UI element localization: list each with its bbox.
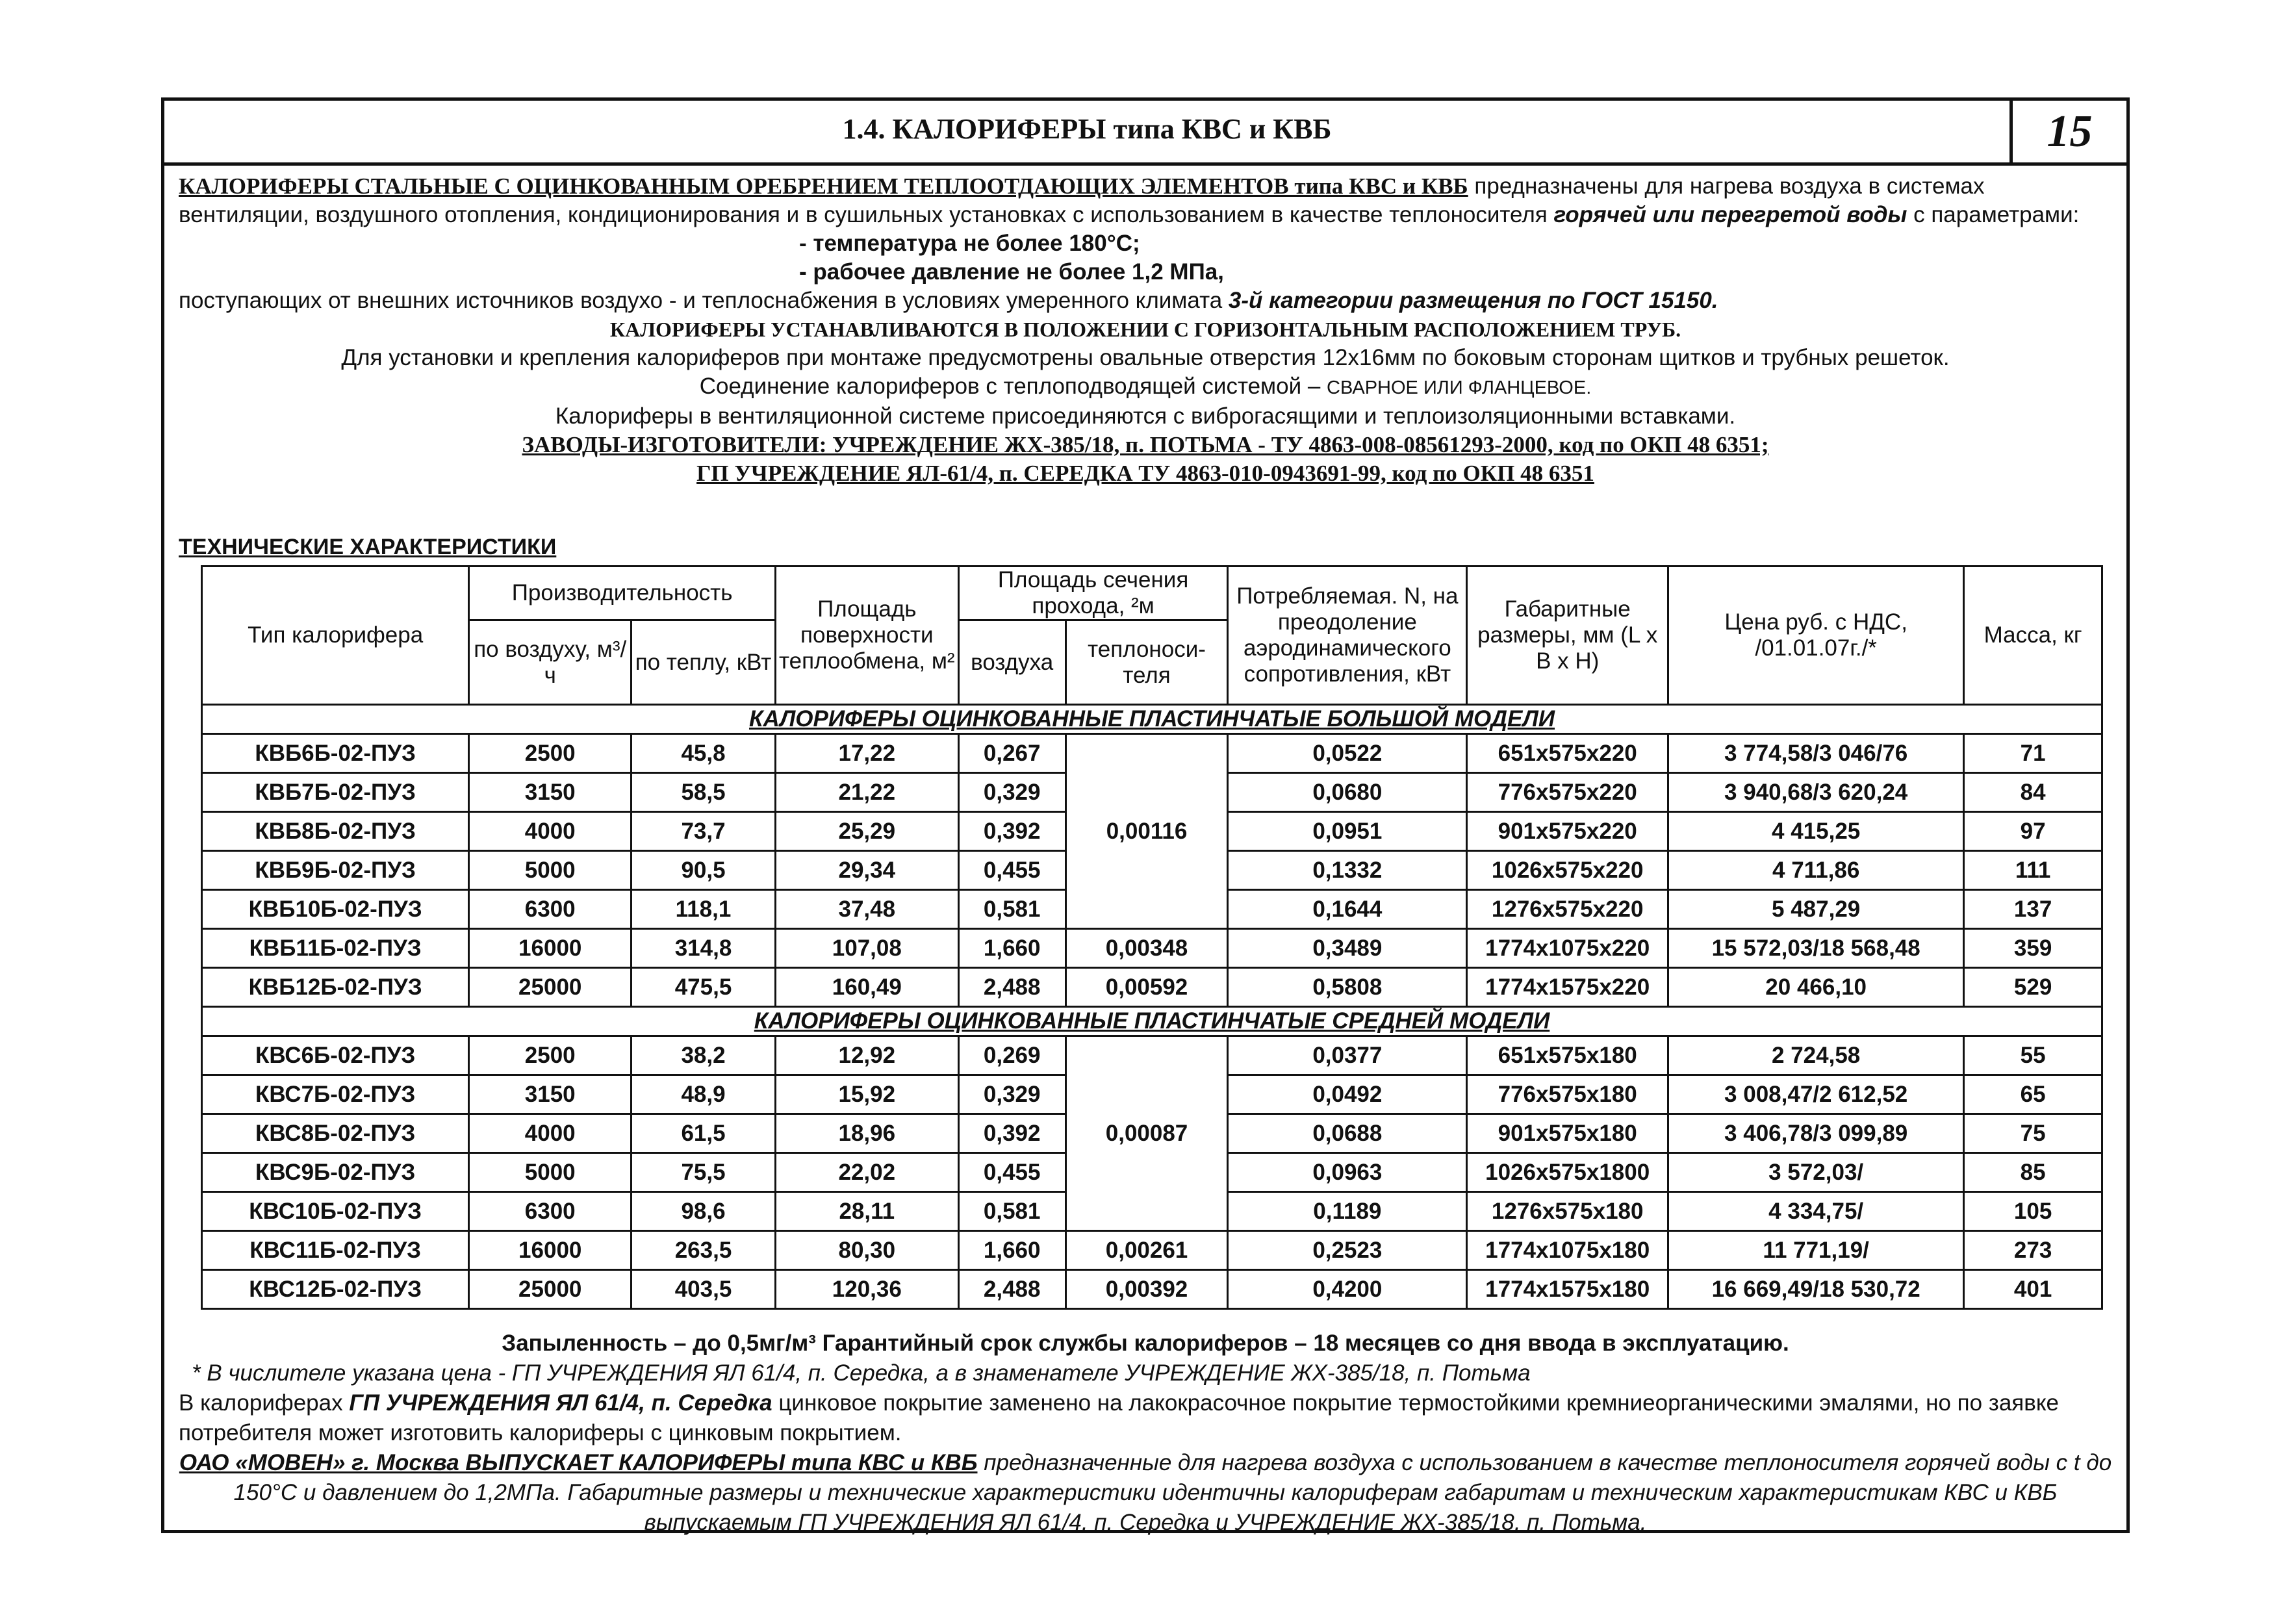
intro-lead-end: с параметрами: — [1907, 202, 2080, 227]
cell-price: 15 572,03/18 568,48 — [1668, 929, 1964, 968]
cell-price: 2 724,58 — [1668, 1036, 1964, 1075]
header-capacity: Производительность — [469, 566, 776, 620]
header-power: Потребляемая. N, на преодоление аэродинамического сопротивления, кВт — [1228, 566, 1467, 705]
cell-sect: 0,267 — [958, 734, 1065, 773]
table-row — [202, 968, 2102, 1007]
cell-pow: 0,2523 — [1228, 1231, 1467, 1270]
title-row — [164, 101, 2126, 166]
cell-surf: 120,36 — [775, 1270, 958, 1309]
cell-pow: 0,0377 — [1228, 1036, 1467, 1075]
intro-text — [179, 172, 2112, 488]
cell-pow: 0,1644 — [1228, 890, 1467, 929]
cell-type: КВБ12Б-02-ПУЗ — [202, 968, 469, 1007]
makers-line-2: ГП УЧРЕЖДЕНИЕ ЯЛ-61/4, п. СЕРЕДКА ТУ 4863-010-0943691-99, код по ОКП 48 6351 — [696, 461, 1594, 486]
cell-surf: 15,92 — [775, 1075, 958, 1114]
cell-air: 2500 — [469, 1036, 631, 1075]
cell-dims: 651x575x220 — [1467, 734, 1668, 773]
cell-dims: 1774x1075x220 — [1467, 929, 1668, 968]
cell-coolant: 0,00592 — [1065, 968, 1228, 1007]
cell-heat: 263,5 — [631, 1231, 776, 1270]
cell-air: 3150 — [469, 1075, 631, 1114]
cell-coolant: 0,00348 — [1065, 929, 1228, 968]
cell-dims: 1774x1075x180 — [1467, 1231, 1668, 1270]
cell-coolant: 0,00392 — [1065, 1270, 1228, 1309]
cell-price: 3 406,78/3 099,89 — [1668, 1114, 1964, 1153]
tech-title: ТЕХНИЧЕСКИЕ ХАРАКТЕРИСТИКИ — [179, 535, 557, 559]
cell-sect: 0,455 — [958, 1153, 1065, 1192]
cell-price: 3 940,68/3 620,24 — [1668, 773, 1964, 812]
cell-type: КВС6Б-02-ПУЗ — [202, 1036, 469, 1075]
header-dims: Габаритные размеры, мм (L x B x H) — [1467, 566, 1668, 705]
header-mass: Масса, кг — [1964, 566, 2102, 705]
cell-air: 5000 — [469, 851, 631, 890]
cell-pow: 0,1332 — [1228, 851, 1467, 890]
cell-price: 3 008,47/2 612,52 — [1668, 1075, 1964, 1114]
note-dust: Запыленность – до 0,5мг/м³ Гарантийный срок службы калориферов – 18 месяцев со дня ввода в эксплуатацию. — [502, 1330, 1789, 1356]
cell-type: КВС11Б-02-ПУЗ — [202, 1231, 469, 1270]
cell-surf: 28,11 — [775, 1192, 958, 1231]
page-number: 15 — [2009, 101, 2126, 162]
cell-heat: 61,5 — [631, 1114, 776, 1153]
cell-pow: 0,0951 — [1228, 812, 1467, 851]
cell-pow: 0,0522 — [1228, 734, 1467, 773]
cell-heat: 475,5 — [631, 968, 776, 1007]
cell-mass: 359 — [1964, 929, 2102, 968]
header-section-coolant: теплоноси-теля — [1065, 620, 1228, 705]
cell-heat: 48,9 — [631, 1075, 776, 1114]
cell-price: 11 771,19/ — [1668, 1231, 1964, 1270]
intro-lead-bold: КАЛОРИФЕРЫ СТАЛЬНЫЕ С ОЦИНКОВАННЫМ ОРЕБРЕНИЕМ ТЕПЛООТДАЮЩИХ ЭЛЕМЕНТОВ типа КВС и КВБ — [179, 173, 1468, 199]
cell-heat: 73,7 — [631, 812, 776, 851]
intro-lead — [179, 172, 2112, 229]
cell-sect: 2,488 — [958, 968, 1065, 1007]
param-pressure: - рабочее давление не более 1,2 МПа, — [799, 259, 1224, 285]
cell-coolant: 0,00116 — [1065, 734, 1228, 929]
connection-caps: СВАРНОЕ ИЛИ ФЛАНЦЕВОЕ. — [1327, 377, 1592, 398]
note-moven-rest: предназначенные для нагрева воздуха с использованием в качестве теплоносителя горячей воды с t до 150°С и давлением до 1,2МПа. Габаритные размеры и технические характеристики идентичны калориферам габаритам и техническим характеристикам КВС и КВБ выпускаемым ГП УЧРЕЖДЕНИЯ ЯЛ 61/4, п. Середка и УЧРЕЖДЕНИЕ ЖХ-385/18, п. Потьма. — [233, 1450, 2112, 1535]
cell-surf: 17,22 — [775, 734, 958, 773]
cell-sect: 1,660 — [958, 929, 1065, 968]
cell-surf: 37,48 — [775, 890, 958, 929]
cell-dims: 1774x1575x220 — [1467, 968, 1668, 1007]
note-coating-start: В калориферах — [179, 1390, 350, 1416]
cell-pow: 0,0680 — [1228, 773, 1467, 812]
cell-air: 4000 — [469, 812, 631, 851]
cell-price: 16 669,49/18 530,72 — [1668, 1270, 1964, 1309]
cell-dims: 901x575x220 — [1467, 812, 1668, 851]
cell-air: 2500 — [469, 734, 631, 773]
cell-pow: 0,1189 — [1228, 1192, 1467, 1231]
cell-type: КВС7Б-02-ПУЗ — [202, 1075, 469, 1114]
cell-dims: 651x575x180 — [1467, 1036, 1668, 1075]
cell-sect: 0,329 — [958, 1075, 1065, 1114]
cell-pow: 0,0963 — [1228, 1153, 1467, 1192]
table-body-large — [202, 705, 2102, 1007]
param-temperature: - температура не более 180°С; — [799, 231, 1140, 256]
makers-line-1: ЗАВОДЫ-ИЗГОТОВИТЕЛИ: УЧРЕЖДЕНИЕ ЖХ-385/18, п. ПОТЬМА - ТУ 4863-008-08561293-2000, код по ОКП 48 6351; — [522, 432, 1769, 457]
cell-type: КВБ7Б-02-ПУЗ — [202, 773, 469, 812]
header-section-air: воздуха — [958, 620, 1065, 705]
cell-mass: 55 — [1964, 1036, 2102, 1075]
mounting-text: Для установки и крепления калориферов при монтаже предусмотрены овальные отверстия 12х16мм по боковым сторонам щитков и трубных решеток. — [341, 345, 1950, 370]
cell-mass: 105 — [1964, 1192, 2102, 1231]
supply-text: поступающих от внешних источников воздухо - и теплоснабжения в условиях умеренного климата — [179, 288, 1229, 313]
cell-sect: 0,329 — [958, 773, 1065, 812]
header-surface: Площадь поверхности теплообмена, м² — [775, 566, 958, 705]
cell-sect: 0,581 — [958, 1192, 1065, 1231]
table-row — [202, 1231, 2102, 1270]
cell-type: КВБ6Б-02-ПУЗ — [202, 734, 469, 773]
page-title: 1.4. КАЛОРИФЕРЫ типа КВС и КВБ — [842, 113, 1332, 145]
cell-mass: 401 — [1964, 1270, 2102, 1309]
table-row — [202, 1270, 2102, 1309]
cell-price: 4 334,75/ — [1668, 1192, 1964, 1231]
cell-dims: 1276x575x180 — [1467, 1192, 1668, 1231]
cell-price: 4 711,86 — [1668, 851, 1964, 890]
connection-text: Соединение калориферов с теплоподводящей системой – — [699, 374, 1327, 399]
cell-dims: 1276x575x220 — [1467, 890, 1668, 929]
intro-lead-rest: предназначены для нагрева воздуха в системах вентиляции, воздушного отопления, кондиционирования и в сушильных установках с использованием в качестве теплоносителя — [179, 173, 1985, 227]
cell-dims: 901x575x180 — [1467, 1114, 1668, 1153]
cell-heat: 118,1 — [631, 890, 776, 929]
note-price: * В числителе указана цена - ГП УЧРЕЖДЕНИЯ ЯЛ 61/4, п. Середка, а в знаменателе УЧРЕЖДЕНИЕ ЖХ-385/18, п. Потьма — [192, 1360, 1531, 1386]
section-large-title: КАЛОРИФЕРЫ ОЦИНКОВАННЫЕ ПЛАСТИНЧАТЫЕ БОЛЬШОЙ МОДЕЛИ — [202, 705, 2102, 734]
cell-mass: 97 — [1964, 812, 2102, 851]
cell-type: КВБ11Б-02-ПУЗ — [202, 929, 469, 968]
cell-mass: 137 — [1964, 890, 2102, 929]
cell-air: 16000 — [469, 1231, 631, 1270]
cell-heat: 45,8 — [631, 734, 776, 773]
header-type: Тип калорифера — [202, 566, 469, 705]
header-price: Цена руб. с НДС, /01.01.07г./* — [1668, 566, 1964, 705]
notes — [179, 1329, 2112, 1538]
header-by-air: по воздуху, м³/ч — [469, 620, 631, 705]
cell-surf: 80,30 — [775, 1231, 958, 1270]
cell-price: 3 572,03/ — [1668, 1153, 1964, 1192]
cell-sect: 0,392 — [958, 1114, 1065, 1153]
cell-surf: 21,22 — [775, 773, 958, 812]
cell-heat: 58,5 — [631, 773, 776, 812]
cell-mass: 75 — [1964, 1114, 2102, 1153]
cell-air: 3150 — [469, 773, 631, 812]
page-frame — [161, 97, 2130, 1533]
cell-pow: 0,3489 — [1228, 929, 1467, 968]
cell-dims: 776x575x180 — [1467, 1075, 1668, 1114]
note-coating — [179, 1388, 2112, 1448]
section-medium-title: КАЛОРИФЕРЫ ОЦИНКОВАННЫЕ ПЛАСТИНЧАТЫЕ СРЕДНЕЙ МОДЕЛИ — [202, 1007, 2102, 1036]
note-moven — [179, 1448, 2112, 1538]
cell-pow: 0,0688 — [1228, 1114, 1467, 1153]
cell-air: 16000 — [469, 929, 631, 968]
cell-mass: 529 — [1964, 968, 2102, 1007]
spec-table — [201, 565, 2103, 1310]
cell-dims: 1774x1575x180 — [1467, 1270, 1668, 1309]
cell-mass: 65 — [1964, 1075, 2102, 1114]
cell-dims: 1026x575x1800 — [1467, 1153, 1668, 1192]
table-row — [202, 1036, 2102, 1075]
connection-line — [179, 372, 2112, 402]
cell-air: 6300 — [469, 1192, 631, 1231]
cell-mass: 84 — [1964, 773, 2102, 812]
note-coating-italic: ГП УЧРЕЖДЕНИЯ ЯЛ 61/4, п. Середка — [349, 1390, 772, 1416]
cell-heat: 75,5 — [631, 1153, 776, 1192]
cell-air: 25000 — [469, 968, 631, 1007]
cell-price: 3 774,58/3 046/76 — [1668, 734, 1964, 773]
cell-surf: 29,34 — [775, 851, 958, 890]
cell-surf: 25,29 — [775, 812, 958, 851]
cell-heat: 314,8 — [631, 929, 776, 968]
table-body-medium — [202, 1007, 2102, 1309]
cell-air: 5000 — [469, 1153, 631, 1192]
cell-type: КВС10Б-02-ПУЗ — [202, 1192, 469, 1231]
cell-dims: 1026x575x220 — [1467, 851, 1668, 890]
cell-dims: 776x575x220 — [1467, 773, 1668, 812]
cell-pow: 0,4200 — [1228, 1270, 1467, 1309]
cell-mass: 85 — [1964, 1153, 2102, 1192]
supply-italic: 3-й категории размещения по ГОСТ 15150. — [1228, 288, 1718, 313]
cell-heat: 38,2 — [631, 1036, 776, 1075]
cell-price: 20 466,10 — [1668, 968, 1964, 1007]
table-row — [202, 929, 2102, 968]
note-coating-rest: цинковое покрытие заменено на лакокрасочное покрытие термостойкими кремниеорганическими эмалями, но по заявке потребителя может изготовить калориферы с цинковым покрытием. — [179, 1390, 2060, 1445]
cell-mass: 71 — [1964, 734, 2102, 773]
cell-type: КВБ9Б-02-ПУЗ — [202, 851, 469, 890]
install-caps: КАЛОРИФЕРЫ УСТАНАВЛИВАЮТСЯ В ПОЛОЖЕНИИ С ГОРИЗОНТАЛЬНЫМ РАСПОЛОЖЕНИЕМ ТРУБ. — [609, 318, 1681, 341]
cell-pow: 0,5808 — [1228, 968, 1467, 1007]
cell-sect: 0,581 — [958, 890, 1065, 929]
cell-surf: 107,08 — [775, 929, 958, 968]
cell-type: КВС9Б-02-ПУЗ — [202, 1153, 469, 1192]
cell-type: КВБ10Б-02-ПУЗ — [202, 890, 469, 929]
cell-mass: 111 — [1964, 851, 2102, 890]
cell-heat: 90,5 — [631, 851, 776, 890]
cell-type: КВС12Б-02-ПУЗ — [202, 1270, 469, 1309]
intro-lead-italic: горячей или перегретой воды — [1553, 202, 1907, 227]
cell-air: 25000 — [469, 1270, 631, 1309]
cell-coolant: 0,00261 — [1065, 1231, 1228, 1270]
header-section: Площадь сечения прохода, ²м — [958, 566, 1228, 620]
cell-air: 6300 — [469, 890, 631, 929]
vent-text: Калориферы в вентиляционной системе присоединяются с виброгасящими и теплоизоляционными вставками. — [555, 403, 1736, 429]
cell-heat: 403,5 — [631, 1270, 776, 1309]
supply-line — [179, 286, 2112, 315]
cell-sect: 0,455 — [958, 851, 1065, 890]
cell-sect: 2,488 — [958, 1270, 1065, 1309]
cell-pow: 0,0492 — [1228, 1075, 1467, 1114]
note-moven-bold: ОАО «МОВЕН» г. Москва ВЫПУСКАЕТ КАЛОРИФЕРЫ типа КВС и КВБ — [179, 1450, 978, 1475]
cell-surf: 18,96 — [775, 1114, 958, 1153]
cell-air: 4000 — [469, 1114, 631, 1153]
cell-price: 5 487,29 — [1668, 890, 1964, 929]
cell-type: КВБ8Б-02-ПУЗ — [202, 812, 469, 851]
cell-sect: 1,660 — [958, 1231, 1065, 1270]
cell-type: КВС8Б-02-ПУЗ — [202, 1114, 469, 1153]
header-by-heat: по теплу, кВт — [631, 620, 776, 705]
cell-sect: 0,392 — [958, 812, 1065, 851]
cell-price: 4 415,25 — [1668, 812, 1964, 851]
table-row — [202, 734, 2102, 773]
cell-sect: 0,269 — [958, 1036, 1065, 1075]
cell-surf: 160,49 — [775, 968, 958, 1007]
cell-coolant: 0,00087 — [1065, 1036, 1228, 1231]
cell-mass: 273 — [1964, 1231, 2102, 1270]
cell-heat: 98,6 — [631, 1192, 776, 1231]
cell-surf: 22,02 — [775, 1153, 958, 1192]
cell-surf: 12,92 — [775, 1036, 958, 1075]
